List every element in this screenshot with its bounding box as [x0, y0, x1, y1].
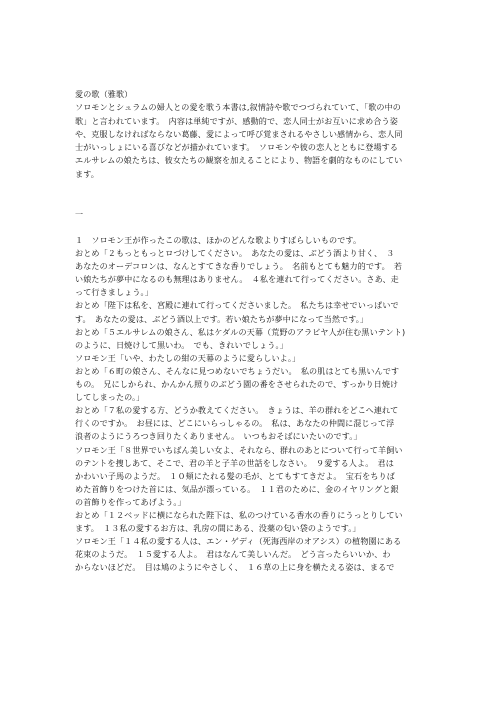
body-line: おとめ「１２ベッドに横になられた陛下は、私のつけている香水の香りにうっとりしてい — [75, 509, 403, 520]
chapter-heading: 一 — [75, 209, 84, 219]
body-line: あなたのオーデコロンは、なんとすてきな香りでしょう。 名前もとても魅力的です。 若 — [75, 261, 403, 272]
body-line: してしまったの。」 — [75, 392, 145, 403]
body-line: めた首飾りをつけた首には、気品が漂っている。 １１君のために、金のイヤリングと銀 — [75, 483, 399, 494]
body-line: のテントを捜しあて、そこで、君の羊と子羊の世話をしなさい。 ９愛する人よ。 君は — [75, 457, 394, 468]
body-line: からないほどだ。 目は鳩のようにやさしく、 １６草の上に身を横たえる姿は、まるで — [75, 562, 395, 573]
body-line: おとめ「６町の娘さん、そんなに見つめないでちょうだい。 私の肌はとても黒いんです — [75, 365, 400, 376]
intro-line: エルサレムの娘たちは、彼女たちの観察を加えることにより、物語を劇的なものにしてい — [75, 155, 403, 166]
body-line: のように、日焼けして黒いわ。 でも、きれいでしょう。」 — [75, 339, 288, 350]
body-line: ソロモン王「いや、わたしの紺の天幕のように愛らしいよ。」 — [75, 352, 301, 363]
chapter-body — [75, 234, 425, 574]
body-line: い娘たちが夢中になるのも無理はありません。 ４私を連れて行ってください。さあ、走 — [75, 274, 399, 285]
body-line: おとめ「７私の愛する方、どうか教えてください。 きょうは、羊の群れをどこへ連れて — [75, 405, 399, 416]
body-line: おとめ「５エルサレムの娘さん、私はケダルの天幕（荒野のアラビヤ人が住む黒いテント) — [75, 326, 406, 337]
document-title: 愛の歌（雅歌） — [75, 89, 133, 99]
body-line: もの。 兄にしかられ、かんかん照りのぶどう園の番をさせられたので、すっかり日焼け — [75, 379, 399, 390]
body-line: ソロモン王「１４私の愛する人は、エン・ゲディ（死海西岸のオアシス）の植物園にある — [75, 536, 402, 547]
body-line: かわいい子馬のようだ。 １０頬にたれる髪の毛が、とてもすてきだよ。 宝石をちりば — [75, 470, 395, 481]
body-line: おとめ「陛下は私を、宮殿に連れて行ってくださいました。 私たちは幸せでいっぱいで — [75, 300, 399, 311]
body-line: 浪者のようにうろつき回りたくありません。 いつもおそばにいたいのです。」 — [75, 431, 362, 442]
body-line: 行くのですか。 お昼には、どこにいらっしゃるの。 私は、あなたの仲間に混じって浮 — [75, 418, 395, 429]
intro-line: 士がいっしょにいる喜びなどが描かれています。 ソロモンや彼の恋人とともに登場する — [75, 142, 399, 153]
intro-section — [75, 88, 423, 181]
body-line: 花束のようだ。 １５愛する人よ。 君はなんて美しいんだ。 どう言ったらいいか、わ — [75, 549, 391, 560]
body-line: す。 あなたの愛は、ぶどう酒以上です。若い娘たちが夢中になって当然です。」 — [75, 313, 369, 324]
body-line: １ ソロモン王が作ったこの歌は、ほかのどんな歌よりすばらしいものです。 — [75, 235, 362, 245]
body-line: って行きましょう。」 — [75, 287, 153, 298]
intro-line: ます。 — [75, 168, 99, 179]
body-line: の首飾りを作ってあげよう。」 — [75, 496, 186, 507]
intro-line: や、克服しなければならない葛藤、愛によって呼び覚まされるやさしい感情から、恋人同 — [75, 128, 403, 139]
intro-line: 歌」と言われています。 内容は単純ですが、感動的で、恋人同士がお互いに求め合う姿 — [75, 115, 398, 126]
body-line: ソロモン王「８世界でいちばん美しい女よ、それなら、群れのあとについて行って羊飼い — [75, 444, 403, 455]
body-line: おとめ「２もっともっとロづけしてください。 あなたの愛は、ぶどう酒より甘く、 ３ — [75, 248, 395, 259]
intro-line: ソロモンとシュラムの婦人との愛を歌う本書は,叙情詩や歌でつづられていて、「歌の中の — [75, 102, 401, 113]
body-line: ます。 １３私の愛するお方は、乳房の間にある、没薬の匂い袋のようです。」 — [75, 523, 361, 534]
